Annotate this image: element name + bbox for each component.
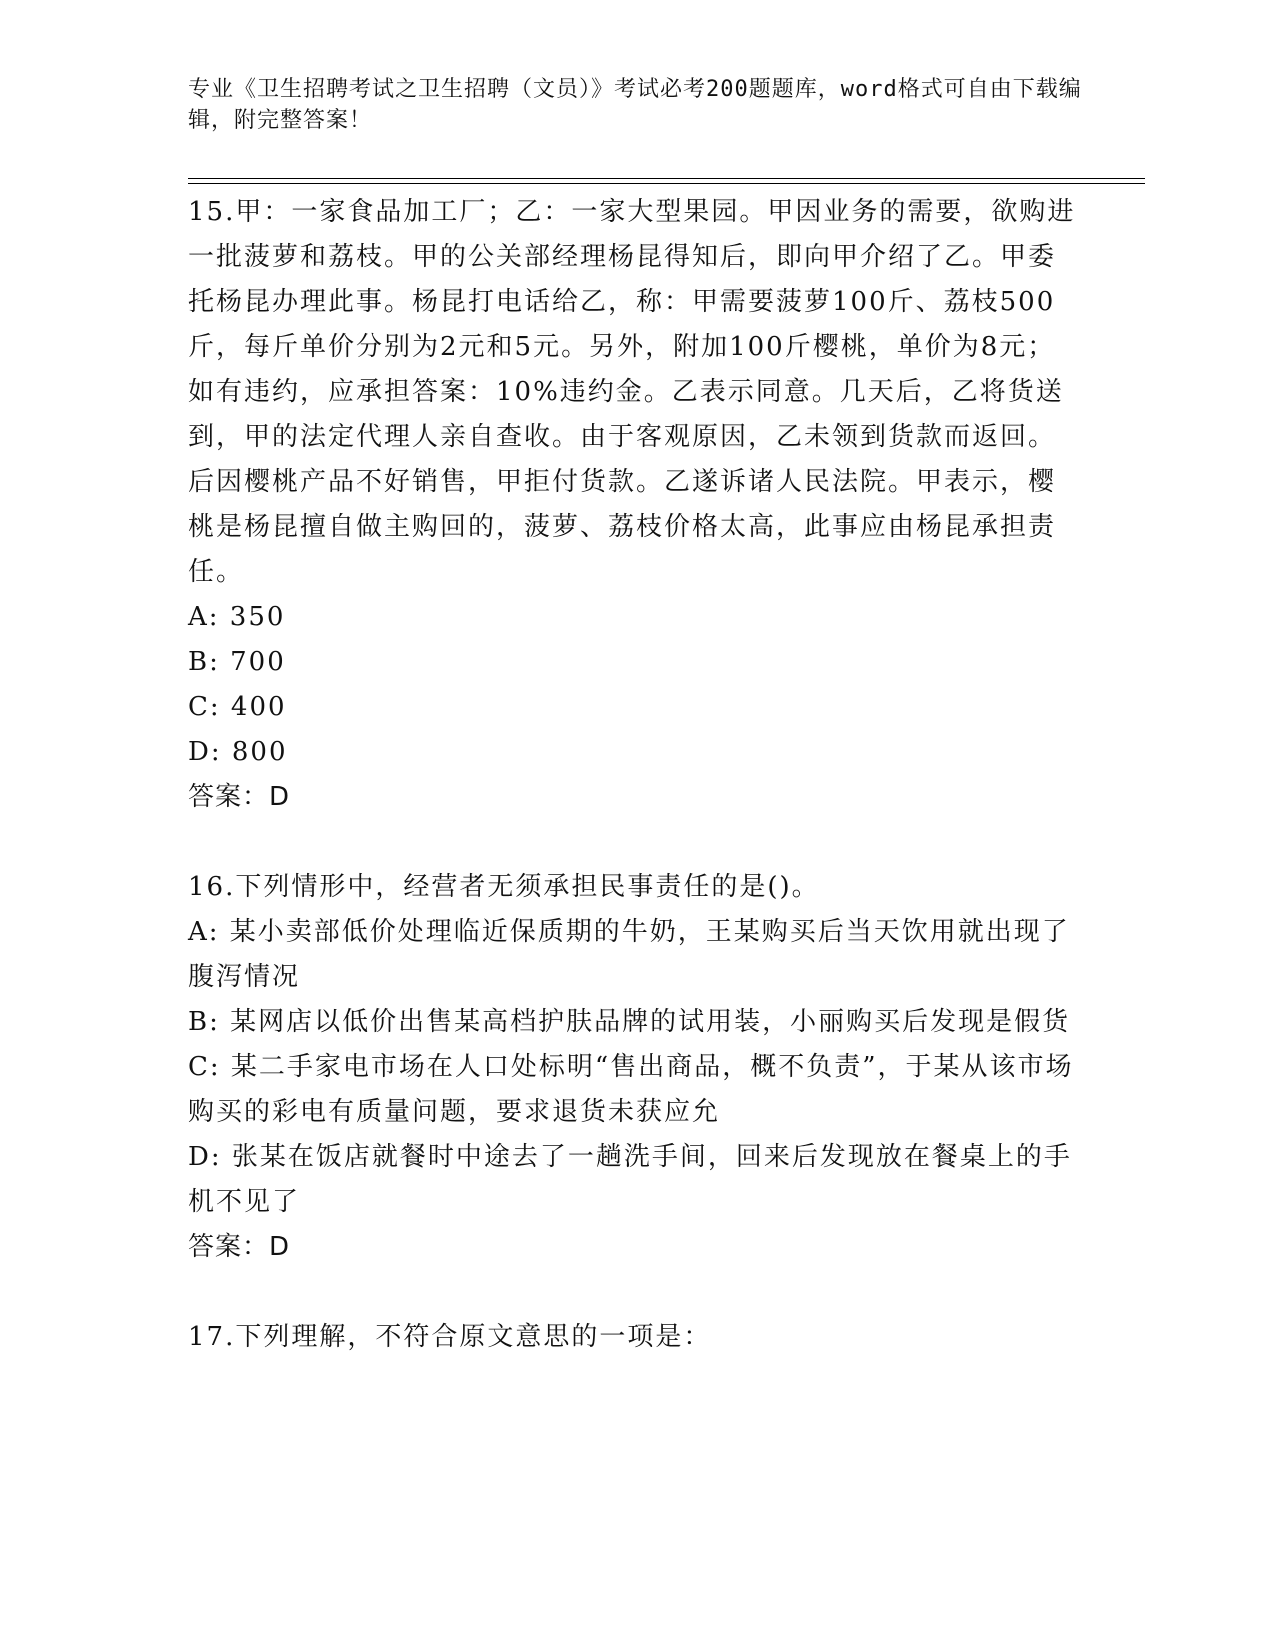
page-header: 专业《卫生招聘考试之卫生招聘（文员）》考试必考200题题库，word格式可自由下载编辑，附完整答案！ xyxy=(188,77,1082,133)
question-16 xyxy=(188,865,1078,1270)
question-stem: 16.下列情形中，经营者无须承担民事责任的是()。 xyxy=(188,872,820,902)
header-divider-bottom xyxy=(188,183,1145,184)
spacer xyxy=(188,820,1078,865)
question-stem: 17.下列理解，不符合原文意思的一项是： xyxy=(188,1322,712,1352)
answer: 答案：D xyxy=(188,782,291,812)
option-d: D: 张某在饭店就餐时中途去了一趟洗手间，回来后发现放在餐桌上的手机不见了 xyxy=(188,1142,1072,1217)
question-list xyxy=(188,190,1078,1360)
option-d: D: 800 xyxy=(188,737,288,767)
question-15 xyxy=(188,190,1078,820)
option-b: B: 某网店以低价出售某高档护肤品牌的试用装，小丽购买后发现是假货 xyxy=(188,1007,1071,1037)
option-b: B: 700 xyxy=(188,647,286,677)
question-17 xyxy=(188,1315,1078,1360)
header-divider-top xyxy=(188,178,1145,179)
option-c: C: 某二手家电市场在人口处标明“售出商品，概不负责”，于某从该市场购买的彩电有质量问题，要求退货未获应允 xyxy=(188,1052,1074,1127)
option-a: A: 350 xyxy=(188,602,286,632)
option-c: C: 400 xyxy=(188,692,287,722)
option-a: A: 某小卖部低价处理临近保质期的牛奶，王某购买后当天饮用就出现了腹泻情况 xyxy=(188,917,1070,992)
question-stem: 15.甲：一家食品加工厂；乙：一家大型果园。甲因业务的需要，欲购进一批菠萝和荔枝。甲的公关部经理杨昆得知后，即向甲介绍了乙。甲委托杨昆办理此事。杨昆打电话给乙，称：甲需要菠萝100斤、荔枝500斤，每斤单价分别为2元和5元。另外，附加100斤樱桃，单价为8元；如有违约，应承担答案：10%违约金。乙表示同意。几天后，乙将货送到，甲的法定代理人亲自查收。由于客观原因，乙未领到货款而返回。后因樱桃产品不好销售，甲拒付货款。乙遂诉诸人民法院。甲表示，樱桃是杨昆擅自做主购回的，菠萝、荔枝价格太高，此事应由杨昆承担责任。 xyxy=(188,197,1076,587)
answer: 答案：D xyxy=(188,1232,291,1262)
spacer xyxy=(188,1270,1078,1315)
